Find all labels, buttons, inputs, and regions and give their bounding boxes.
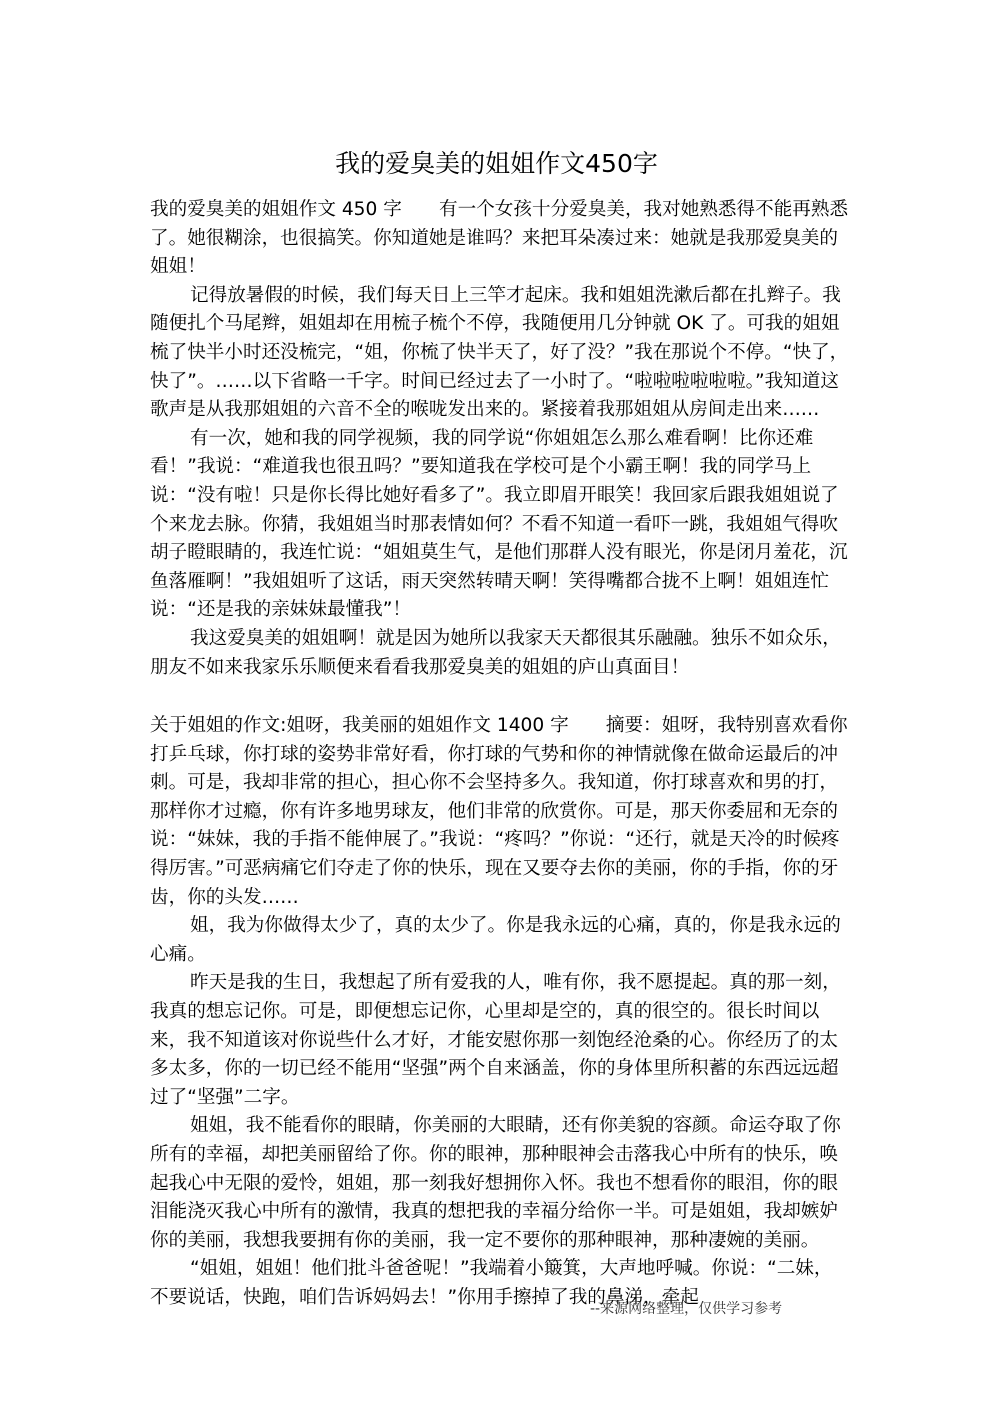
- essay2-paragraph-3: 昨天是我的生日，我想起了所有爱我的人，唯有你，我不愿提起。真的那一刻，我真的想忘记你。可是，即便想忘记你，心里却是空的，真的很空的。很长时间以来，我不知道该对你说些什么才好，才能安慰你那一刻饱经沧桑的心。你经历了的太多太多，你的一切已经不能用“坚强”两个自来涵盖，你的身体里所积蓄的东西远远超过了“坚强”二字。: [150, 972, 841, 1108]
- section-gap: [150, 682, 850, 712]
- essay2-paragraph-5: “姐姐，姐姐！他们批斗爸爸呢！”我端着小簸箕，大声地呼喊。你说：“二妹，不要说话，快跑，咱们告诉妈妈去！”你用手擦掉了我的鼻涕，牵起: [150, 1258, 833, 1308]
- essay1-paragraph-2: 记得放暑假的时候，我们每天日上三竿才起床。我和姐姐洗漱后都在扎辫子。我随便扎个马尾辫，姐姐却在用梳子梳个不停，我随便用几分钟就 OK 了。可我的姐姐梳了快半小时还没梳完，“姐，你梳了快半天了，好了没？”我在那说个不停。“快了，快了”。……以下省略一千字。时间已经过去了一小时了。“啦啦啦啦啦啦。”我知道这歌声是从我那姐姐的六音不全的喉咙发出来的。紧接着我那姐姐从房间走出来……: [150, 284, 849, 421]
- essay1-paragraph-3: 有一次，她和我的同学视频，我的同学说“你姐姐怎么那么难看啊！比你还难看！”我说：“难道我也很丑吗？”要知道我在学校可是个小霸王啊！我的同学马上说：“没有啦！只是你长得比她好看多了”。我立即眉开眼笑！我回家后跟我姐姐说了个来龙去脉。你猜，我姐姐当时那表情如何？不看不知道一看吓一跳，我姐姐气得吹胡子瞪眼睛的，我连忙说：“姐姐莫生气，是他们那群人没有眼光，你是闭月羞花，沉鱼落雁啊！”我姐姐听了这话，雨天突然转晴天啊！笑得嘴都合拢不上啊！姐姐连忙说：“还是我的亲妹妹最懂我”！: [150, 427, 848, 621]
- essay1-paragraph-4: 我这爱臭美的姐姐啊！就是因为她所以我家天天都很其乐融融。独乐不如众乐，朋友不如来我家乐乐顺便来看看我那爱臭美的姐姐的庐山真面目！: [150, 627, 841, 678]
- essay2-paragraph-2: 姐，我为你做得太少了，真的太少了。你是我永远的心痛，真的，你是我永远的心痛。: [150, 915, 841, 965]
- essay2-paragraph-4: 姐姐，我不能看你的眼睛，你美丽的大眼睛，还有你美貌的容颜。命运夺取了你所有的幸福，却把美丽留给了你。你的眼神，那种眼神会击落我心中所有的快乐，唤起我心中无限的爱怜，姐姐，那一刻我好想拥你入怀。我也不想看你的眼泪，你的眼泪能浇灭我心中所有的激情，我真的想把我的幸福分给你一半。可是姐姐，我却嫉妒你的美丽，我想我要拥有你的美丽，我一定不要你的那种眼神，那种凄婉的美丽。: [150, 1115, 841, 1251]
- essay1-paragraph-1: 我的爱臭美的姐姐作文 450 字 有一个女孩十分爱臭美，我对她熟悉得不能再熟悉了。她很糊涂，也很搞笑。你知道她是谁吗？来把耳朵凑过来：她就是我那爱臭美的姐姐！: [150, 199, 849, 278]
- essay2-paragraph-1: 关于姐姐的作文:姐呀，我美丽的姐姐作文 1400 字 摘要：姐呀，我特别喜欢看你打乒乓球，你打球的姿势非常好看，你打球的气势和你的神情就像在做命运最后的冲刺。可是，我却非常的担心，担心你不会坚持多久。我知道，你打球喜欢和男的打，那样你才过瘾，你有许多地男球友，他们非常的欣赏你。可是，那天你委屈和无奈的说：“妹妹，我的手指不能伸展了。”我说：“疼吗？”你说：“还行，就是天冷的时候疼得厉害。”可恶病痛它们夺走了你的快乐，现在又要夺去你的美丽，你的手指，你的牙齿，你的头发……: [150, 715, 848, 908]
- document-body: [150, 196, 850, 1313]
- document-title: 我的爱臭美的姐姐作文450字: [335, 149, 658, 178]
- source-footer: --来源网络整理，仅供学习参考: [590, 1301, 783, 1317]
